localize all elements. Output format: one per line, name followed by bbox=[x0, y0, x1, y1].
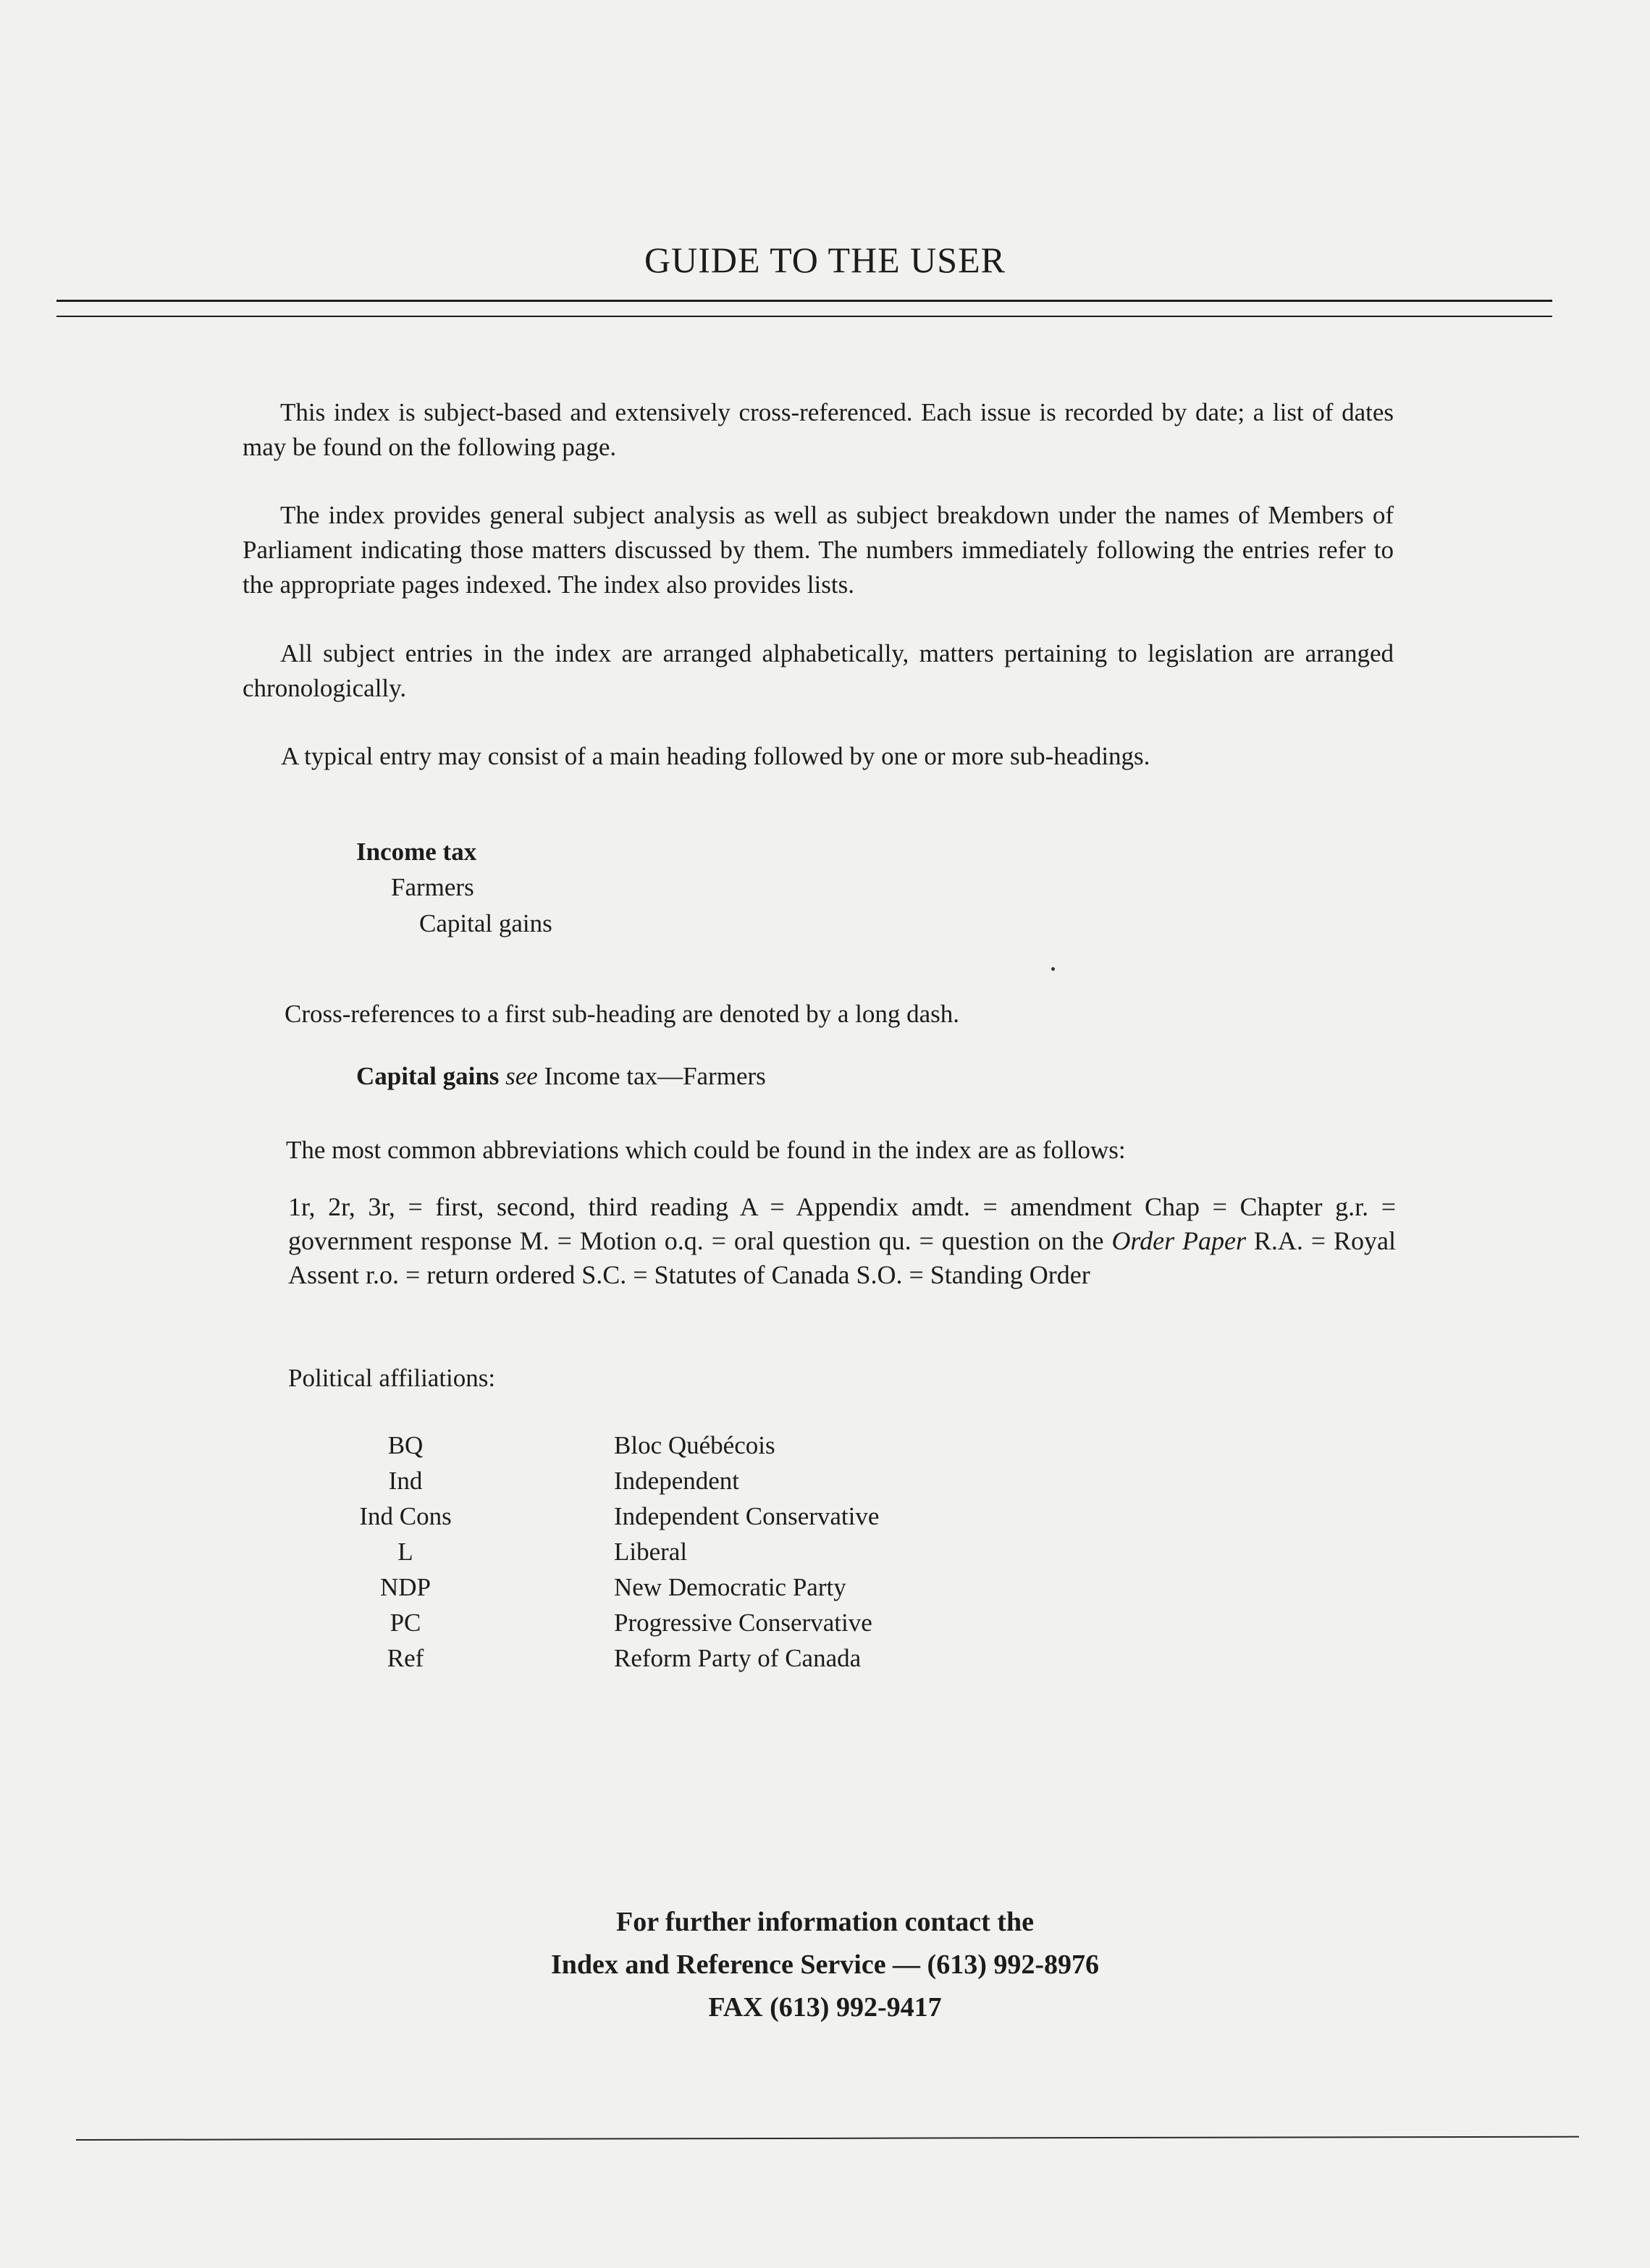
cross-reference-paragraph: Cross-references to a first sub-heading are denoted by a long dash. bbox=[285, 1000, 960, 1028]
see-word: see bbox=[505, 1062, 538, 1090]
title-rule-thick bbox=[56, 300, 1552, 302]
subject-analysis-paragraph: The index provides general subject analysis as well as subject breakdown under the names of Members of Parliament indicating those matters discussed by them. The numbers immediately following the entries refer to the appropriate pages indexed. The index also provides lists. bbox=[243, 501, 1394, 599]
affiliation-row bbox=[333, 1463, 879, 1498]
cross-reference-target: Income tax—Farmers bbox=[544, 1062, 766, 1090]
affiliation-row bbox=[333, 1640, 879, 1676]
contact-line-1: For further information contact the bbox=[616, 1907, 1034, 1937]
affiliation-abbr: Ind Cons bbox=[359, 1502, 452, 1530]
affiliation-name: Reform Party of Canada bbox=[614, 1644, 862, 1672]
affiliation-abbr: NDP bbox=[379, 1573, 432, 1601]
page-title: GUIDE TO THE USER bbox=[644, 240, 1006, 280]
bottom-rule bbox=[76, 2136, 1579, 2141]
affiliation-abbr: PC bbox=[390, 1609, 421, 1637]
abbreviations-part-2: R.A. = Royal Assent r.o. = return ordered S.C. = Statutes of Canada S.O. = Standing Order bbox=[288, 1226, 1397, 1289]
abbreviations-part-1: 1r, 2r, 3r, = first, second, third reading A = Appendix amdt. = amendment Chap = Chapter g.r. = government response M. = Motion o.q. = oral question qu. = question on the bbox=[288, 1192, 1396, 1255]
affiliation-row bbox=[333, 1498, 879, 1534]
example-main-heading: Income tax bbox=[356, 838, 477, 866]
affiliation-row bbox=[333, 1428, 879, 1463]
cross-reference-term: Capital gains bbox=[356, 1062, 500, 1090]
abbreviations-list bbox=[288, 1190, 1396, 1292]
title-rule-thin bbox=[56, 316, 1552, 317]
example-sub-heading-1: Farmers bbox=[391, 873, 474, 901]
affiliation-row bbox=[333, 1569, 879, 1605]
affiliation-name: New Democratic Party bbox=[614, 1573, 846, 1601]
intro-paragraph: This index is subject-based and extensively cross-referenced. Each issue is recorded by date; a list of dates may be found on the following page. bbox=[243, 398, 1394, 461]
affiliation-name: Progressive Conservative bbox=[614, 1609, 872, 1637]
affiliation-name: Independent Conservative bbox=[614, 1502, 880, 1530]
typical-entry-paragraph: A typical entry may consist of a main heading followed by one or more sub-headings. bbox=[281, 742, 1150, 770]
arrangement-paragraph: All subject entries in the index are arranged alphabetically, matters pertaining to legislation are arranged chronologically. bbox=[243, 639, 1394, 702]
affiliations-heading: Political affiliations: bbox=[288, 1364, 496, 1392]
affiliation-row bbox=[333, 1605, 879, 1640]
example-sub-heading-2: Capital gains bbox=[419, 909, 552, 937]
affiliation-abbr: Ref bbox=[387, 1644, 424, 1672]
affiliation-name: Independent bbox=[614, 1467, 739, 1495]
affiliations-table bbox=[333, 1428, 879, 1676]
affiliation-abbr: Ind bbox=[388, 1467, 423, 1495]
order-paper-italic: Order Paper bbox=[1111, 1226, 1246, 1255]
contact-fax-line: FAX (613) 992-9417 bbox=[708, 1992, 942, 2023]
stray-dot bbox=[1051, 967, 1055, 971]
affiliation-name: Liberal bbox=[614, 1538, 688, 1566]
affiliation-abbr: BQ bbox=[387, 1431, 424, 1459]
cross-reference-example bbox=[356, 1059, 766, 1094]
affiliation-row bbox=[333, 1534, 879, 1569]
affiliation-abbr: L bbox=[397, 1538, 413, 1566]
abbreviations-intro: The most common abbreviations which could be found in the index are as follows: bbox=[286, 1136, 1126, 1164]
affiliation-name: Bloc Québécois bbox=[614, 1431, 775, 1459]
contact-line-2: Index and Reference Service — (613) 992-8976 bbox=[550, 1949, 1100, 1980]
